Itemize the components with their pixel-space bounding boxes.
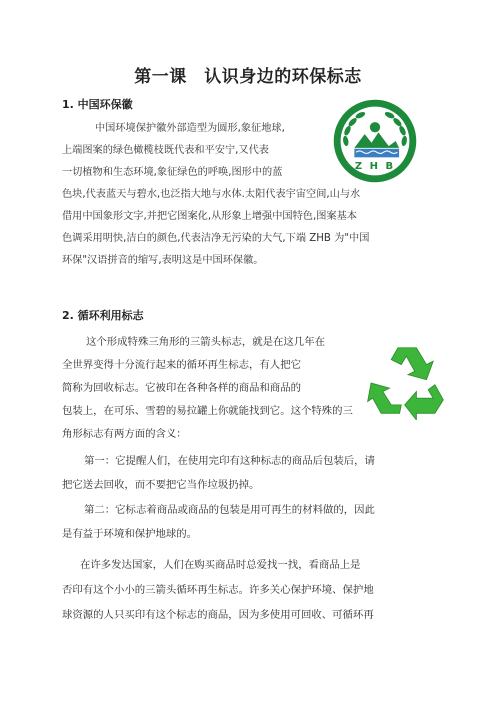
paragraph-line: 环保"汉语拼音的缩写,表明这是中国环保徽。 bbox=[62, 255, 264, 266]
recycle-icon bbox=[366, 336, 450, 420]
paragraph-line: 上端图案的绿色橄榄枝既代表和平安宁,又代表 bbox=[62, 145, 269, 156]
paragraph-line: 是有益于环境和保护地球的。 bbox=[62, 528, 198, 540]
paragraph-line: 包装上，在可乐、雪碧的易拉罐上你就能找到它。这个特殊的三 bbox=[62, 405, 353, 417]
paragraph-line: 全世界变得十分流行起来的循环再生标志，有人把它 bbox=[62, 359, 301, 371]
paragraph-line: 简称为回收标志。它被印在各种各样的商品和商品的 bbox=[62, 382, 301, 394]
paragraph-line: 中国环境保护徽外部造型为圆形,象征地球, bbox=[95, 123, 285, 134]
page-title: 第一课 认识身边的环保标志 bbox=[134, 67, 362, 87]
logo-letters: Z H B bbox=[354, 161, 396, 172]
paragraph-line: 否印有这个小小的三箭头循环再生标志。许多关心保护环境、保护地 bbox=[62, 584, 374, 596]
paragraph-line: 球资源的人只买印有这个标志的商品，因为多使用可回收、可循环再 bbox=[62, 609, 374, 621]
paragraph-line: 角形标志有两方面的含义： bbox=[62, 428, 187, 440]
paragraph-line: 色块,代表蓝天与碧水,也泛指大地与水体.太阳代表宇宙空间,山与水 bbox=[62, 189, 361, 200]
paragraph-line: 一切植物和生态环境,象征绿色的呼唤,图形中的蓝 bbox=[62, 167, 283, 178]
section-heading-recycling-logo: 2. 循环利用标志 bbox=[62, 309, 144, 322]
section-heading-china-env-logo: 1. 中国环保徽 bbox=[62, 98, 133, 111]
paragraph-line: 第一：它提醒人们，在使用完印有这种标志的商品后包装后，请 bbox=[84, 455, 375, 467]
paragraph-line: 第二：它标志着商品或商品的包装是用可再生的材料做的，因此 bbox=[84, 504, 375, 516]
paragraph-line: 这个形成特殊三角形的三箭头标志，就是在这几年在 bbox=[86, 336, 325, 348]
paragraph-line: 借用中国象形文字,并把它图案化,从形象上增强中国特色,图案基本 bbox=[62, 211, 357, 222]
paragraph-line: 把它送去回收，而不要把它当作垃圾扔掉。 bbox=[62, 479, 260, 491]
paragraph-line: 色调采用明快,洁白的颜色,代表洁净无污染的大气,下端 ZHB 为"中国 bbox=[62, 233, 370, 244]
paragraph-line: 在许多发达国家，人们在购买商品时总爱找一找，看商品上是 bbox=[80, 559, 361, 571]
